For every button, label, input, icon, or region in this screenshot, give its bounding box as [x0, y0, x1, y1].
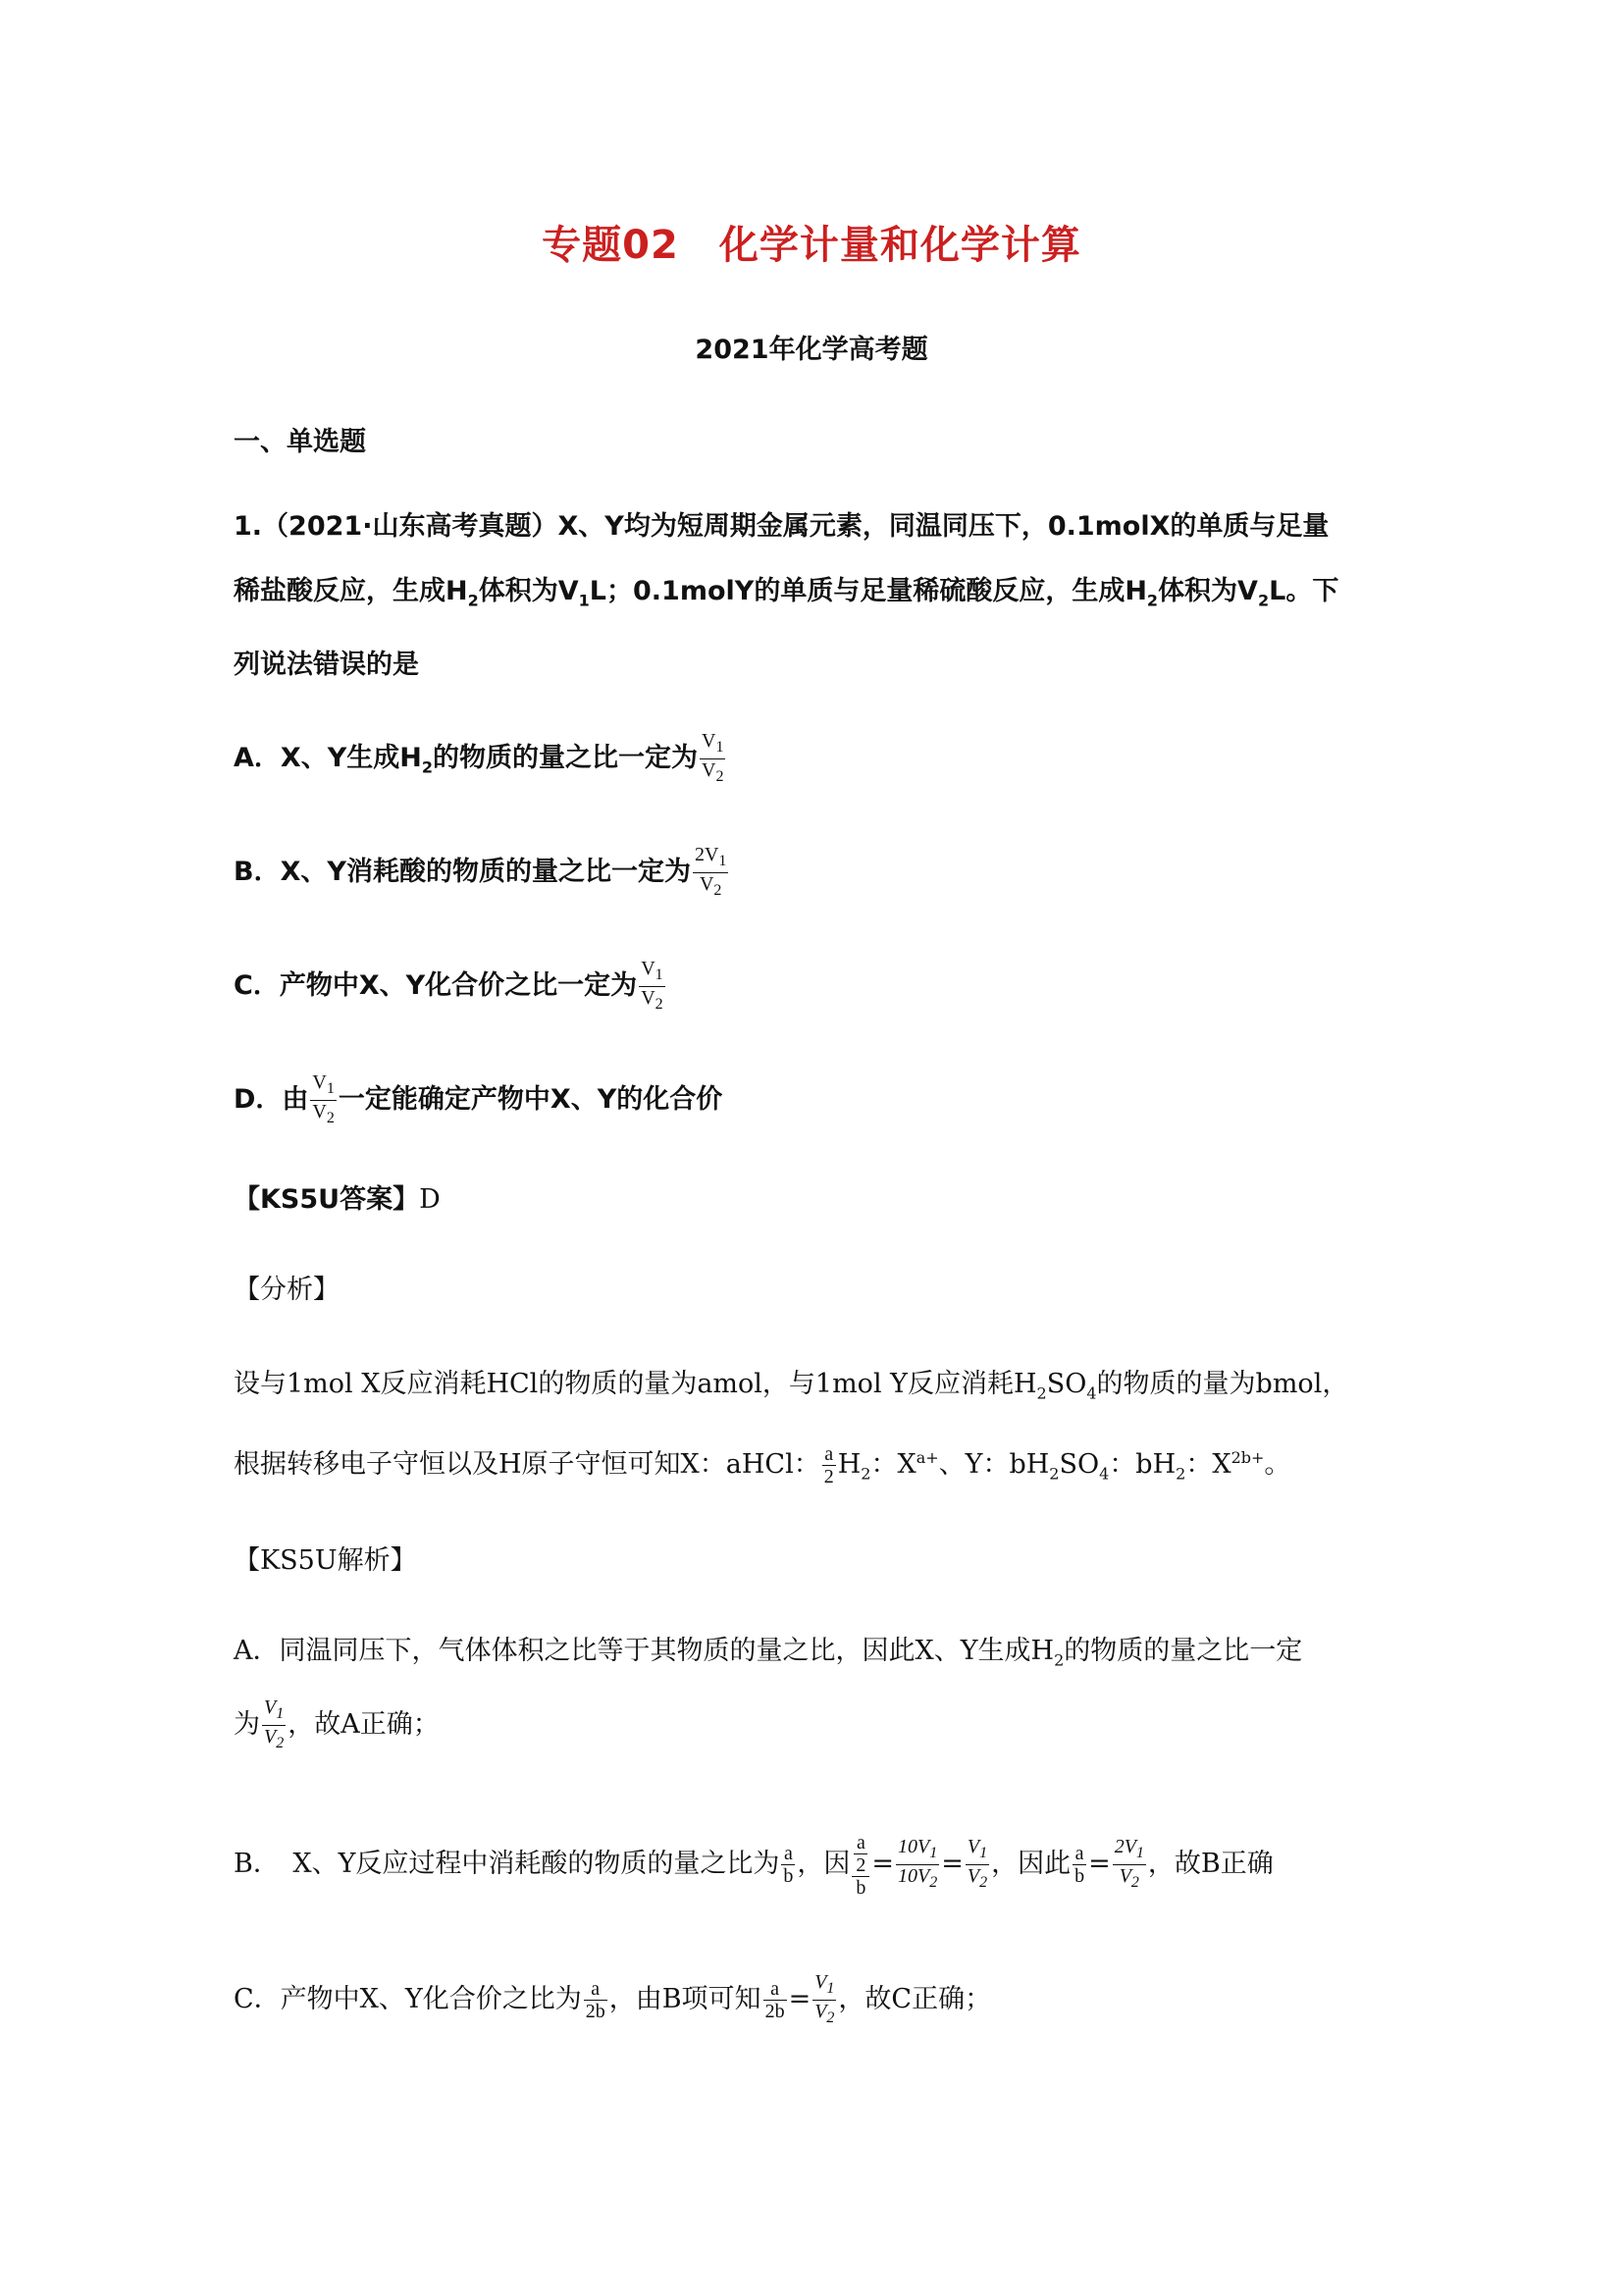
solution-b: B． X、Y反应过程中消耗酸的物质的量之比为 $\frac{a}{b}$ ，因 $\frac{\frac{a}{2}}{b}$ = $\frac{10V_1}{10V_2}$ = $\frac{V_1}{V_2}$ ，因此 $\frac{a}{b}$ = $\frac{2V_1}{V_2}$ ，故B正确 [234, 1831, 1274, 1899]
fraction-2v1-v2: $\frac{2V_1}{V_2}$ [1114, 1836, 1144, 1891]
fraction-10v1-10v2: $\frac{10V_1}{10V_2}$ [898, 1836, 938, 1891]
option-d: D．由 $\frac{V_1}{V_2}$ 一定能确定产物中X、Y的化合价 [234, 1068, 1401, 1132]
fraction-v1-v2: $\frac{V_1}{V_2}$ [641, 958, 663, 1013]
fraction-a-2b: $\frac{a}{2b}$ [764, 1978, 785, 2022]
solution-a [234, 1619, 1401, 1757]
fraction-2v1-v2: $\frac{2V_1}{V_2}$ [694, 844, 727, 899]
analysis-line-2: 根据转移电子守恒以及H原子守恒可知X：aHCl： $\frac{a}{2}$ $H_2$：$X^{a+}$、Y：$bH_2SO_4$：$bH_2$：$X^{2b+}$。 [234, 1443, 1291, 1488]
answer-value: D [419, 1184, 441, 1215]
analysis-label: 【分析】 [234, 1275, 340, 1305]
fraction-a-2: $\frac{a}{2}$ [823, 1443, 834, 1488]
answer-line [234, 1168, 1401, 1232]
analysis-line-1: 设与1mol X反应消耗HCl的物质的量为amol，与1mol Y反应消耗$H_2SO_4$的物质的量为bmol， [234, 1369, 1349, 1403]
fraction-v1-v2: $\frac{V_1}{V_2}$ [814, 1971, 835, 2026]
fraction-a-b: $\frac{a}{b}$ [783, 1843, 794, 1887]
section-heading: 一、单选题 [234, 427, 366, 457]
fraction-a-b: $\frac{a}{b}$ [1074, 1843, 1085, 1887]
fraction-a2-b: $\frac{\frac{a}{2}}{b}$ [852, 1832, 869, 1899]
option-c: C．产物中X、Y化合价之比一定为 $\frac{V_1}{V_2}$ [234, 954, 1401, 1018]
option-a: A．X、Y生成$H_2$的物质的量之比一定为 $\frac{V_1}{V_2}$ [234, 726, 1401, 800]
page-subtitle: 2021年化学高考题 [695, 335, 928, 365]
option-b: B．X、Y消耗酸的物质的量之比一定为 $\frac{2V_1}{V_2}$ [234, 840, 1401, 905]
solution-c: C．产物中X、Y化合价之比为 $\frac{a}{2b}$ ，由B项可知 $\frac{a}{2b}$ = $\frac{V_1}{V_2}$ ，故C正确； [234, 1960, 1401, 2039]
stem-line-3: 列说法错误的是 [234, 650, 419, 681]
solution-label: 【KS5U解析】 [234, 1545, 417, 1576]
solution-a-line-1: A．同温同压下，气体体积之比等于其物质的量之比，因此X、Y生成$H_2$的物质的量之比一定 [234, 1636, 1303, 1670]
stem-line-1: 1.（2021·山东高考真题）X、Y均为短周期金属元素，同温同压下，0.1molX的单质与足量 [234, 511, 1330, 542]
answer-label: 【KS5U答案】 [234, 1184, 420, 1215]
fraction-v1-v2: $\frac{V_1}{V_2}$ [967, 1836, 988, 1891]
question-stem [234, 495, 1401, 698]
analysis-body [234, 1352, 1401, 1507]
page-title: 专题02 化学计量和化学计算 [542, 223, 1081, 268]
stem-line-2: 稀盐酸反应，生成$H_2$体积为$V_1L$；0.1molY的单质与足量稀硫酸反应，生成$H_2$体积为$V_2L$。下 [234, 576, 1339, 610]
fraction-a-2b: $\frac{a}{2b}$ [585, 1978, 605, 2022]
fraction-v1-v2: $\frac{V_1}{V_2}$ [702, 730, 724, 785]
fraction-v1-v2: $\frac{V_1}{V_2}$ [312, 1071, 335, 1126]
fraction-v1-v2: $\frac{V_1}{V_2}$ [264, 1696, 285, 1752]
solution-a-line-2: 为 $\frac{V_1}{V_2}$ ，故A正确； [234, 1693, 1401, 1757]
